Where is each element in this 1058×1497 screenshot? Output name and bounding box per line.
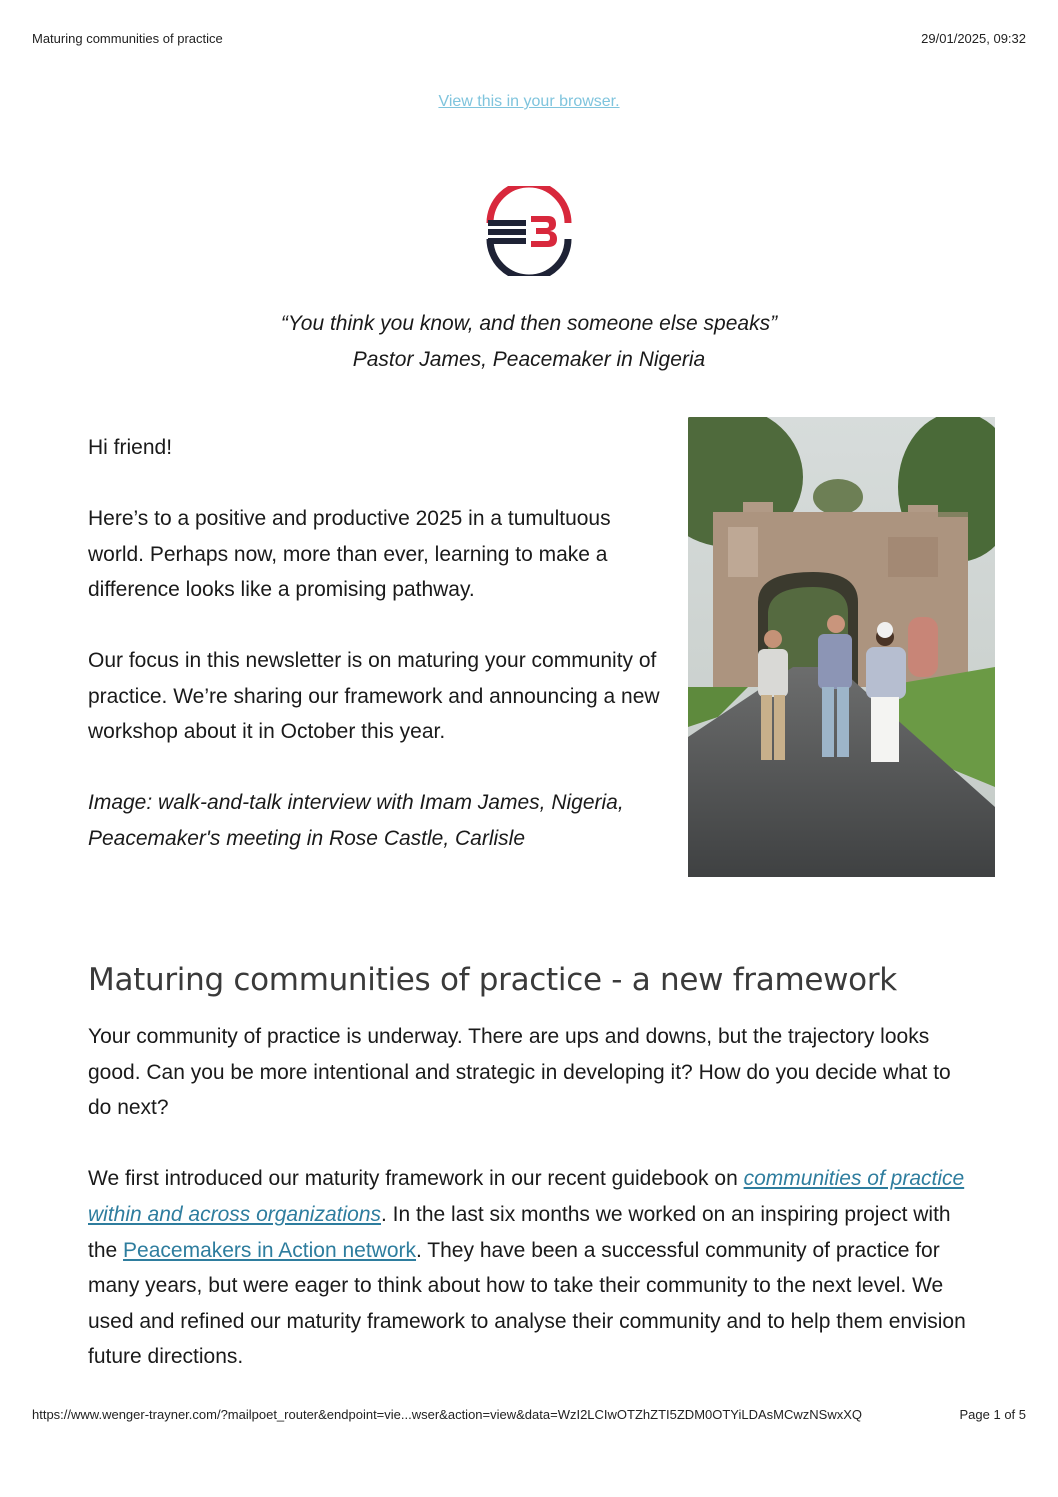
section-title: Maturing communities of practice - a new framework <box>88 962 897 998</box>
text-span: . They have been a successful community of practice for many years, but were eager to think about how to take their community to the next level. We used and refined our maturity framework to analyse their community and to help them envision future directions. <box>88 1238 966 1369</box>
print-header-title: Maturing communities of practice <box>32 31 223 46</box>
section-body <box>88 1019 978 1411</box>
intro-paragraph-2: Our focus in this newsletter is on maturing your community of practice. We’re sharing our framework and announcing a new workshop about it in October this year. <box>88 649 660 743</box>
view-in-browser-link[interactable]: View this in your browser. <box>438 93 620 110</box>
print-footer-url: https://www.wenger-trayner.com/?mailpoet_router&endpoint=vie...wser&action=view&data=WzI2LCIwOTZhZTI5ZDM0OTYiLDAsMCwzNSwxXQ <box>32 1407 863 1422</box>
quote-block <box>0 306 1058 378</box>
text-span: . In the last six months we worked on an inspiring project with the <box>88 1202 951 1262</box>
print-header-datetime: 29/01/2025, 09:32 <box>921 31 1026 46</box>
peacemakers-link[interactable]: Peacemakers in Action network <box>123 1238 417 1262</box>
text-span: We first introduced our maturity framework in our recent guidebook on <box>88 1167 744 1191</box>
intro-text <box>88 430 668 856</box>
intro-paragraph-1: Here’s to a positive and productive 2025 in a tumultuous world. Perhaps now, more than ever, learning to make a difference looks like a promising pathway. <box>88 507 611 601</box>
quote-text: “You think you know, and then someone else speaks” <box>280 312 778 335</box>
guidebook-link[interactable]: communities of practice within and across organizations <box>88 1167 965 1226</box>
walk-and-talk-photo <box>688 417 995 877</box>
section-paragraph-1: Your community of practice is underway. There are ups and downs, but the trajectory looks good. Can you be more intentional and strategic in developing it? How do you decide what to do next? <box>88 1025 951 1120</box>
wenger-trayner-logo <box>484 186 574 276</box>
print-footer-page: Page 1 of 5 <box>959 1407 1026 1422</box>
logo-icon <box>484 186 574 276</box>
greeting: Hi friend! <box>88 436 173 459</box>
image-caption: Image: walk-and-talk interview with Imam James, Nigeria, Peacemaker's meeting in Rose Castle, Carlisle <box>88 791 624 850</box>
quote-attribution: Pastor James, Peacemaker in Nigeria <box>352 348 706 371</box>
section-paragraph-2 <box>88 1161 978 1375</box>
